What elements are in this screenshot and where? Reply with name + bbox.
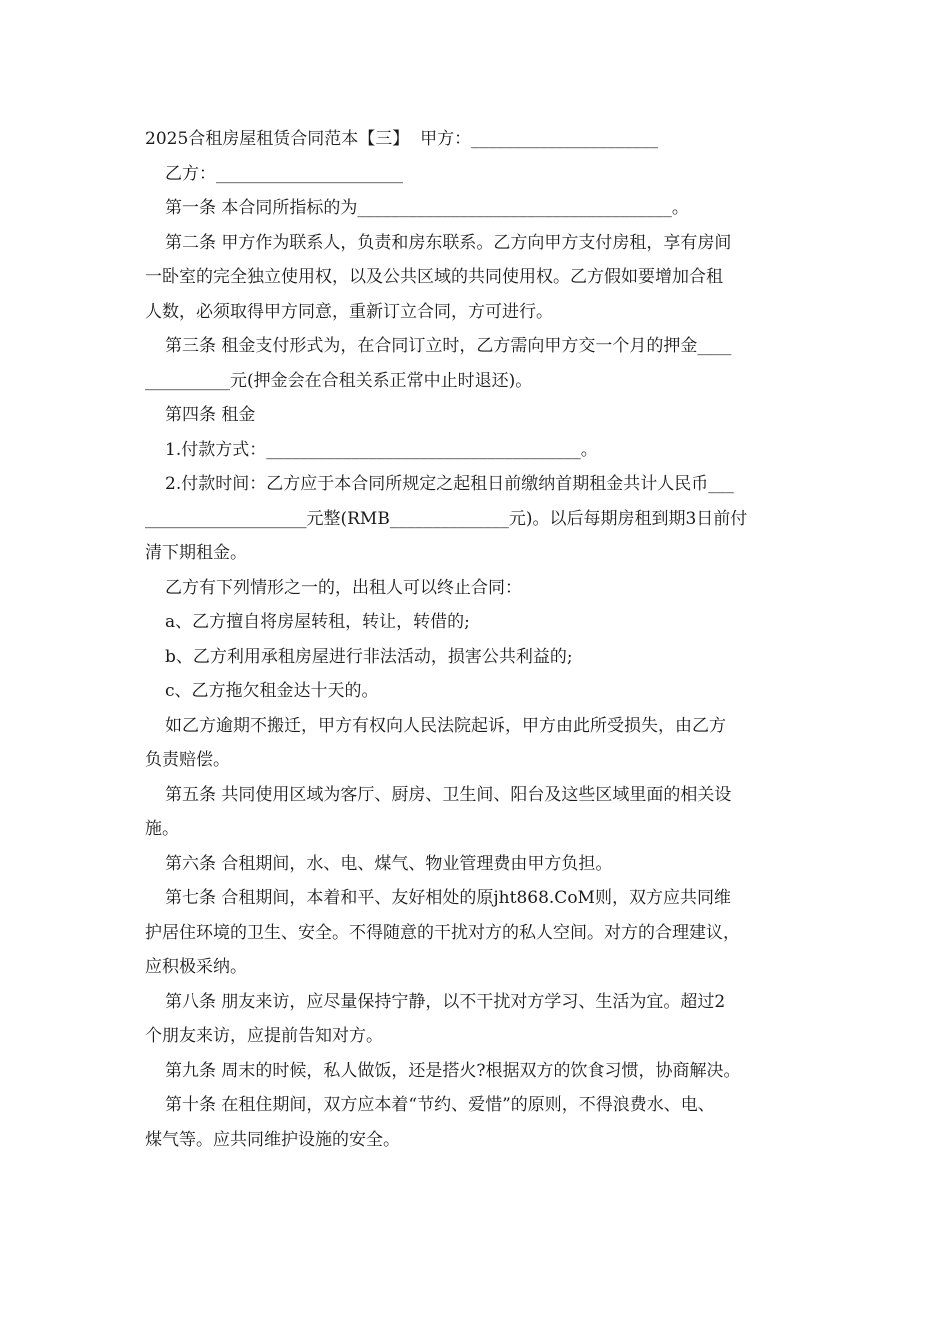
document-line: 第九条 周末的时候，私人做饭，还是搭火?根据双方的饮食习惯，协商解决。 — [165, 1060, 741, 1081]
document-line: 人数，必须取得甲方同意，重新订立合同，方可进行。 — [145, 301, 553, 322]
document-line: 应积极采纳。 — [145, 957, 247, 977]
document-line: 如乙方逾期不搬迁，甲方有权向人民法院起诉，甲方由此所受损失，由乙方 — [165, 715, 726, 736]
document-line: __________元(押金会在合租关系正常中止时退还)。 — [145, 370, 533, 391]
document-line: c、乙方拖欠租金达十天的。 — [165, 681, 379, 701]
document-line: 第四条 租金 — [165, 405, 256, 425]
document-line: 2025合租房屋租赁合同范本【三】 甲方：______________________ — [145, 129, 659, 149]
document-line: 第二条 甲方作为联系人，负责和房东联系。乙方向甲方支付房租，享有房间 — [165, 232, 732, 253]
document-line: 第六条 合租期间，水、电、煤气、物业管理费由甲方负担。 — [165, 853, 613, 874]
document-line: 乙方：______________________ — [165, 163, 403, 184]
document-line: 第一条 本合同所指标的为_____________________________________。 — [165, 198, 689, 218]
document-line: 第五条 共同使用区域为客厅、厨房、卫生间、阳台及这些区域里面的相关设 — [165, 784, 732, 805]
document-line: 护居住环境的卫生、安全。不得随意的干扰对方的私人空间。对方的合理建议， — [145, 922, 740, 943]
document-line: 1.付款方式：_____________________________________。 — [165, 439, 598, 460]
document-line: 个朋友来访，应提前告知对方。 — [145, 1026, 383, 1046]
document-line: 第八条 朋友来访，应尽量保持宁静，以不干扰对方学习、生活为宜。超过2 — [165, 991, 726, 1012]
document-body — [145, 122, 810, 1157]
document-line: 负责赔偿。 — [145, 750, 230, 770]
document-line: 煤气等。应共同维护设施的安全。 — [145, 1129, 400, 1150]
document-line: a、乙方擅自将房屋转租，转让，转借的; — [165, 612, 470, 632]
document-page — [145, 122, 810, 1157]
document-line: 第七条 合租期间，本着和平、友好相处的原jht868.CoM则，双方应共同维 — [165, 888, 731, 908]
document-line: ___________________元整(RMB______________元)。以后每期房租到期3日前付 — [145, 508, 748, 529]
document-line: b、乙方利用承租房屋进行非法活动，损害公共利益的; — [165, 646, 573, 667]
document-line: 2.付款时间：乙方应于本合同所规定之起租日前缴纳首期租金共计人民币___ — [165, 474, 734, 494]
document-line: 一卧室的完全独立使用权，以及公共区域的共同使用权。乙方假如要增加合租 — [145, 267, 723, 287]
document-line: 清下期租金。 — [145, 543, 247, 563]
document-line: 乙方有下列情形之一的，出租人可以终止合同： — [165, 577, 522, 598]
document-line: 第十条 在租住期间，双方应本着“节约、爱惜”的原则，不得浪费水、电、 — [165, 1095, 715, 1115]
document-line: 施。 — [145, 819, 179, 839]
document-line: 第三条 租金支付形式为，在合同订立时，乙方需向甲方交一个月的押金____ — [165, 336, 732, 356]
